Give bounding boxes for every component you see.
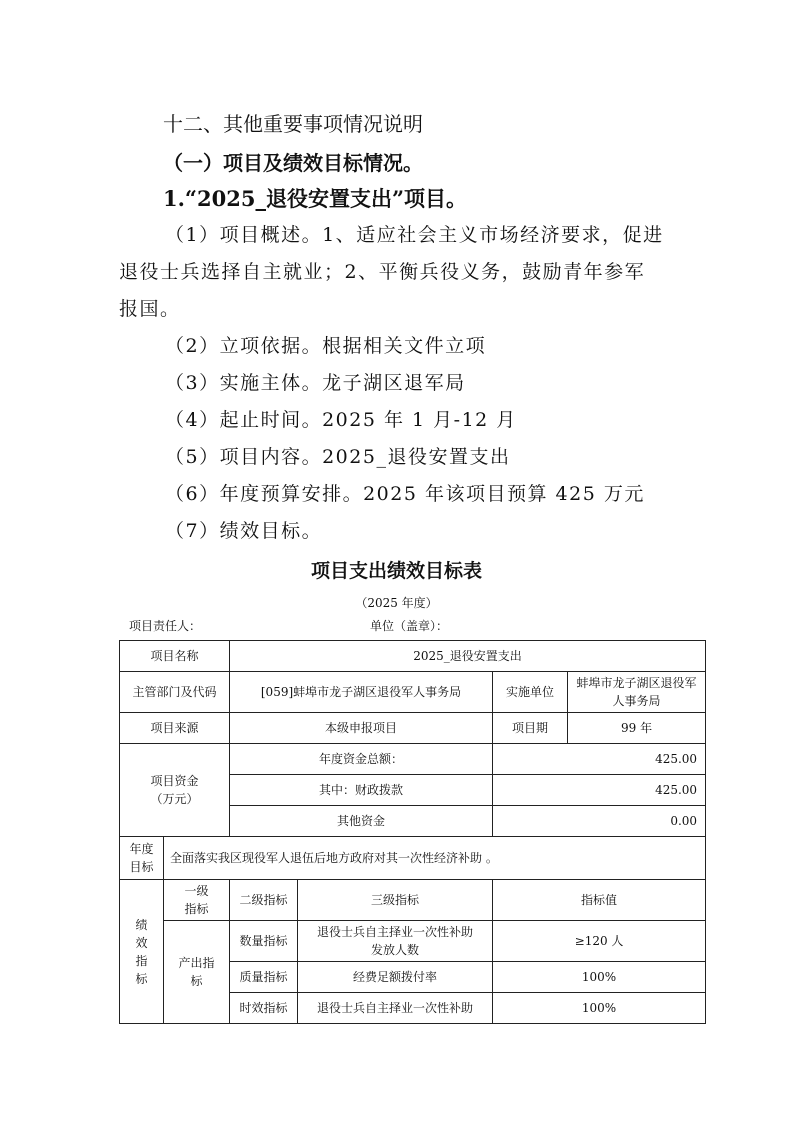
dept-label: 主管部门及代码 [120, 672, 230, 713]
paragraph-overview-line3: 报国。 [119, 298, 181, 320]
paragraph-basis: （2）立项依据。根据相关文件立项 [165, 335, 487, 357]
paragraph-budget: （6）年度预算安排。2025 年该项目预算 425 万元 [165, 483, 645, 505]
annual-total-label: 年度资金总额： [230, 744, 493, 775]
annual-goal-label [120, 837, 164, 880]
level1-header-line2: 指标 [184, 902, 209, 916]
impl-label: 实施单位 [493, 672, 568, 713]
level3-line2: 发放人数 [371, 943, 420, 957]
paragraph-implementer: （3）实施主体。龙子湖区退军局 [165, 372, 466, 394]
funds-label-line1: 项目资金 [150, 774, 199, 788]
table-title: 项目支出绩效目标表 [310, 560, 482, 582]
table-year: （2025 年度） [355, 596, 438, 610]
annual-goal-label-line1: 年度 [129, 842, 154, 856]
level3-cell: 经费足额拨付率 [298, 962, 493, 993]
fiscal-value: 425.00 [493, 775, 706, 806]
level3-line1: 退役士兵自主择业一次性补助 [317, 925, 474, 939]
level3-header: 三级指标 [298, 880, 493, 921]
level2-cell: 质量指标 [230, 962, 298, 993]
paragraph-content: （5）项目内容。2025_退役安置支出 [165, 446, 511, 468]
output-label [164, 921, 230, 1024]
perf-label-char: 指 [135, 953, 148, 968]
funds-label [120, 744, 230, 837]
perf-label-char: 标 [135, 971, 148, 986]
paragraph-goals: （7）绩效目标。 [165, 520, 323, 542]
project-heading: 1.“2025_退役安置支出”项目。 [163, 186, 468, 211]
perf-label-char: 效 [135, 935, 148, 950]
level1-header-line1: 一级 [184, 884, 209, 898]
output-label-line1: 产出指 [178, 956, 215, 970]
project-name-value: 2025_退役安置支出 [230, 641, 706, 672]
annual-goal-label-line2: 目标 [129, 860, 154, 874]
other-value: 0.00 [493, 806, 706, 837]
source-label: 项目来源 [120, 713, 230, 744]
fiscal-label: 其中：财政拨款 [230, 775, 493, 806]
level3-cell [298, 921, 493, 962]
level2-cell: 时效指标 [230, 993, 298, 1024]
section-heading: 十二、其他重要事项情况说明 [163, 112, 423, 136]
annual-goal-value: 全面落实我区现役军人退伍后地方政府对其一次性经济补助 。 [164, 837, 706, 880]
period-label: 项目期 [493, 713, 568, 744]
project-name-label: 项目名称 [120, 641, 230, 672]
value-cell: 100% [493, 962, 706, 993]
value-header: 指标值 [493, 880, 706, 921]
paragraph-overview-line1: （1）项目概述。1、适应社会主义市场经济要求，促进 [165, 224, 664, 246]
value-cell: ≥120 人 [493, 921, 706, 962]
period-value: 99 年 [568, 713, 706, 744]
value-cell: 100% [493, 993, 706, 1024]
impl-value: 蚌埠市龙子湖区退役军人事务局 [568, 672, 706, 713]
unit-label: 单位（盖章）： [370, 619, 449, 633]
responsible-label: 项目责任人： [129, 619, 202, 633]
source-value: 本级申报项目 [230, 713, 493, 744]
funds-label-line2: （万元） [150, 792, 199, 806]
paragraph-period: （4）起止时间。2025 年 1 月-12 月 [165, 409, 517, 431]
perf-label-char: 绩 [135, 917, 148, 932]
level3-cell: 退役士兵自主择业一次性补助 [298, 993, 493, 1024]
other-label: 其他资金 [230, 806, 493, 837]
performance-table [119, 640, 706, 1024]
perf-label [120, 880, 164, 1024]
dept-value: [059]蚌埠市龙子湖区退役军人事务局 [230, 672, 493, 713]
output-label-line2: 标 [190, 974, 203, 988]
level2-cell: 数量指标 [230, 921, 298, 962]
annual-total-value: 425.00 [493, 744, 706, 775]
level2-header: 二级指标 [230, 880, 298, 921]
paragraph-overview-line2: 退役士兵选择自主就业；2、平衡兵役义务，鼓励青年参军 [119, 261, 646, 283]
subsection-heading: （一）项目及绩效目标情况。 [163, 151, 423, 175]
level1-header [164, 880, 230, 921]
